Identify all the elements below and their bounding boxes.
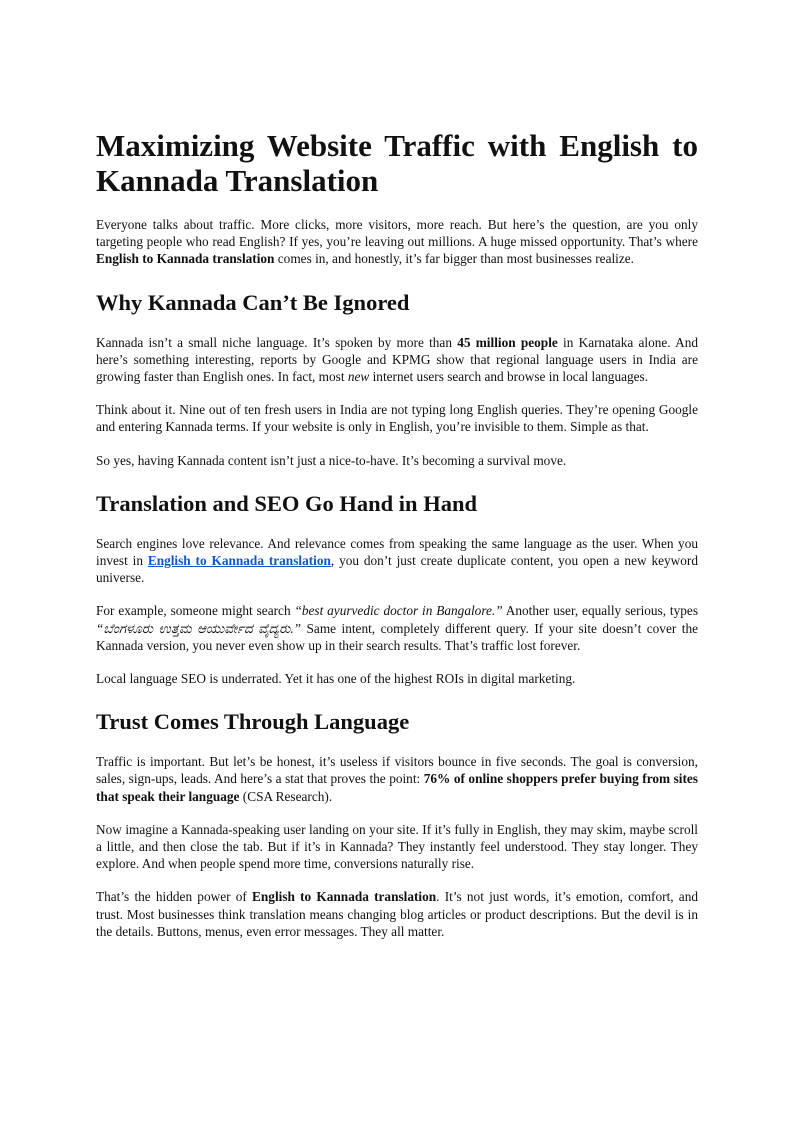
section2-paragraph-1	[96, 535, 698, 587]
intro-text-b: comes in, and honestly, it’s far bigger than most businesses realize.	[274, 251, 635, 267]
section1-p1-italic: new	[347, 369, 370, 385]
section2-p2-english-query: “best ayurvedic doctor in Bangalore.”	[294, 603, 503, 619]
section1-p1-text-b: in Karnataka alone. And here’s something interesting, reports by Google and KPMG show that regional language users in India are growing faster than English ones. In fact, most	[96, 334, 698, 385]
section2-paragraph-3: Local language SEO is underrated. Yet it has one of the highest ROIs in digital marketing.	[96, 671, 576, 687]
section1-paragraph-2: Think about it. Nine out of ten fresh users in India are not typing long English queries. They’re opening Google and entering Kannada terms. If your website is only in English, you’re invisible to them. Simple as that.	[96, 402, 698, 435]
intro-paragraph	[96, 216, 698, 268]
section1-p1-text-c: internet users search and browse in local languages.	[369, 369, 649, 385]
section1-paragraph-3: So yes, having Kannada content isn’t just a nice-to-have. It’s becoming a survival move.	[96, 452, 567, 468]
section3-p1-bold: 76% of online shoppers prefer buying from sites that speak their language	[96, 771, 698, 804]
section2-p2-text-b: Another user, equally serious, types	[502, 603, 699, 619]
section1-heading: Why Kannada Can’t Be Ignored	[96, 289, 410, 315]
page-title: Maximizing Website Traffic with English to Kannada Translation	[96, 128, 698, 198]
section3-paragraph-1	[96, 753, 698, 805]
section3-p3-text-b: . It’s not just words, it’s emotion, comfort, and trust. Most businesses think translation means changing blog articles or product descriptions. But the devil is in the details. Buttons, menus, even error messages. They all matter.	[96, 889, 698, 939]
section3-heading: Trust Comes Through Language	[96, 709, 410, 735]
section3-p3-text-a: That’s the hidden power of	[96, 889, 253, 905]
section2-p2-text-a: For example, someone might search	[96, 603, 295, 619]
section2-p2-kannada-query: “ಬೆಂಗಳೂರು ಉತ್ತಮ ಆಯುರ್ವೇದ ವೈದ್ಯರು.”	[96, 620, 302, 636]
kannada-translation-link[interactable]: English to Kannada translation	[147, 553, 331, 569]
intro-bold: English to Kannada translation	[96, 251, 275, 267]
section3-p1-text-b: (CSA Research).	[239, 788, 333, 804]
document-page	[96, 128, 698, 956]
section1-p1-text-a: Kannada isn’t a small niche language. It’s spoken by more than	[96, 334, 458, 350]
section2-p1-text-b: , you don’t just create duplicate content, you open a new keyword universe.	[96, 553, 698, 586]
section1-p1-bold: 45 million people	[457, 334, 558, 350]
section2-p2-text-c: Same intent, completely different query. If your site doesn’t cover the Kannada version, you never even show up in their search results. That’s traffic lost forever.	[96, 620, 698, 653]
section3-paragraph-2: Now imagine a Kannada-speaking user landing on your site. If it’s fully in English, they may skim, maybe scroll a little, and then close the tab. But if it’s in Kannada? They instantly feel understood. They stay longer. They explore. And when people spend more time, conversions naturally rise.	[96, 821, 698, 872]
section2-paragraph-2	[96, 602, 698, 654]
section3-p3-bold: English to Kannada translation	[252, 889, 437, 905]
section2-heading: Translation and SEO Go Hand in Hand	[96, 490, 477, 516]
section3-paragraph-3	[96, 888, 698, 940]
intro-text-a: Everyone talks about traffic. More clicks, more visitors, more reach. But here’s the question, are you only targeting people who read English? If yes, you’re leaving out millions. A huge missed opportunity. That’s where	[96, 217, 698, 250]
section3-p1-text-a: Traffic is important. But let’s be honest, it’s useless if visitors bounce in five seconds. The goal is conversion, sales, sign-ups, leads. And here’s a stat that proves the point:	[96, 754, 698, 787]
section2-p1-text-a: Search engines love relevance. And relevance comes from speaking the same language as the user. When you invest in	[96, 535, 698, 569]
section1-paragraph-1	[96, 334, 698, 386]
